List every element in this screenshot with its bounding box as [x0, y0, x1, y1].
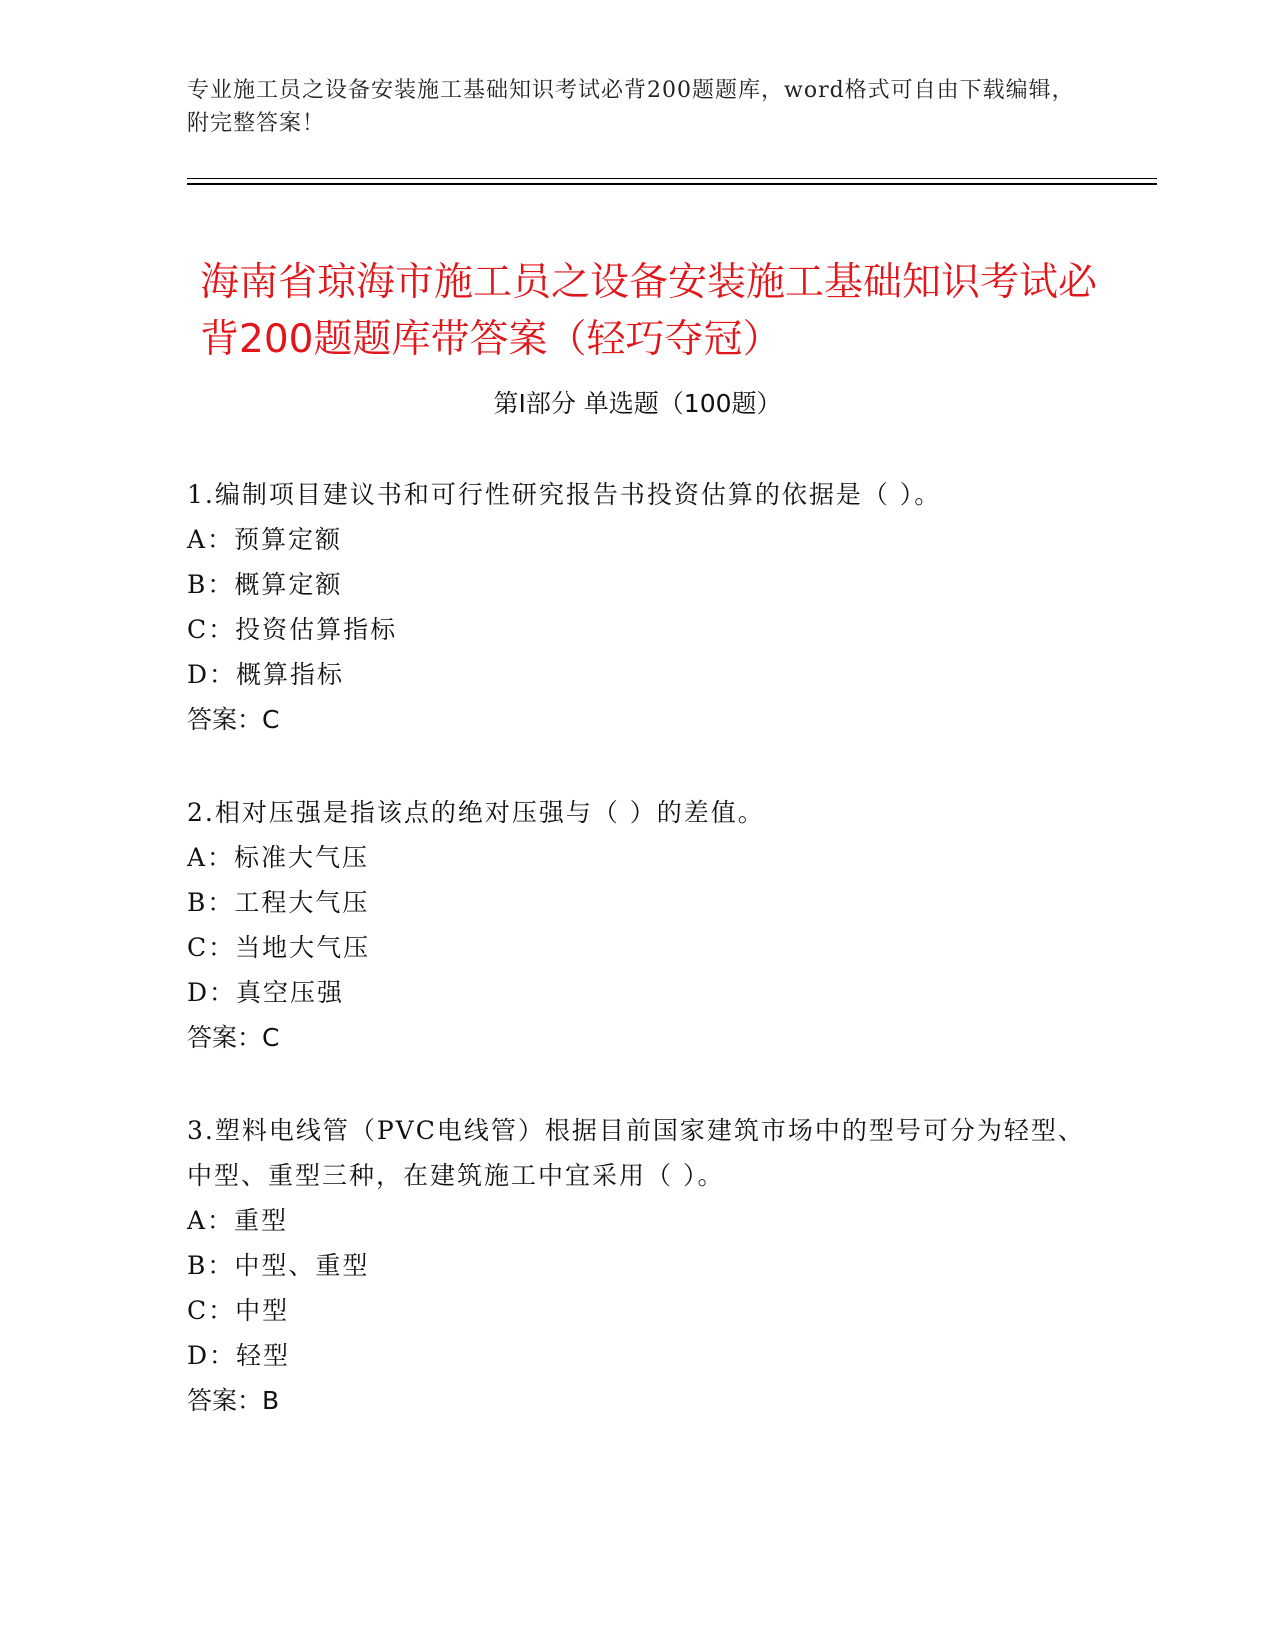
option-c: C：当地大气压 — [187, 933, 371, 962]
answer-line: 答案：C — [187, 705, 280, 734]
question-stem: 2.相对压强是指该点的绝对压强与（ ）的差值。 — [187, 798, 765, 827]
option-b: B：中型、重型 — [187, 1251, 370, 1280]
option-a: A：重型 — [187, 1206, 289, 1235]
option-a: A：预算定额 — [187, 525, 343, 554]
answer-line: 答案：C — [187, 1023, 280, 1052]
option-c: C：投资估算指标 — [187, 615, 398, 644]
section-heading: 第Ⅰ部分 单选题（100题） — [493, 389, 782, 418]
option-b: B：概算定额 — [187, 570, 343, 599]
option-d: D：真空压强 — [187, 978, 345, 1007]
question-3 — [187, 1108, 1087, 1423]
option-d: D：概算指标 — [187, 660, 345, 689]
option-a: A：标准大气压 — [187, 843, 370, 872]
question-1 — [187, 472, 1087, 742]
question-stem: 3.塑料电线管（PVC电线管）根据目前国家建筑市场中的型号可分为轻型、中型、重型三种，在建筑施工中宜采用（ ）。 — [187, 1116, 1085, 1190]
option-b: B：工程大气压 — [187, 888, 370, 917]
document-title: 海南省琼海市施工员之设备安装施工基础知识考试必背200题题库带答案（轻巧夺冠） — [200, 260, 1098, 363]
question-2 — [187, 790, 1087, 1060]
option-c: C：中型 — [187, 1296, 290, 1325]
header-note: 专业施工员之设备安装施工基础知识考试必背200题题库，word格式可自由下载编辑，附完整答案！ — [187, 78, 1075, 136]
answer-line: 答案：B — [187, 1386, 280, 1415]
option-d: D：轻型 — [187, 1341, 291, 1370]
header-divider-bottom — [187, 183, 1157, 185]
header-divider-top — [187, 178, 1157, 179]
question-stem: 1.编制项目建议书和可行性研究报告书投资估算的依据是（ ）。 — [187, 480, 942, 509]
